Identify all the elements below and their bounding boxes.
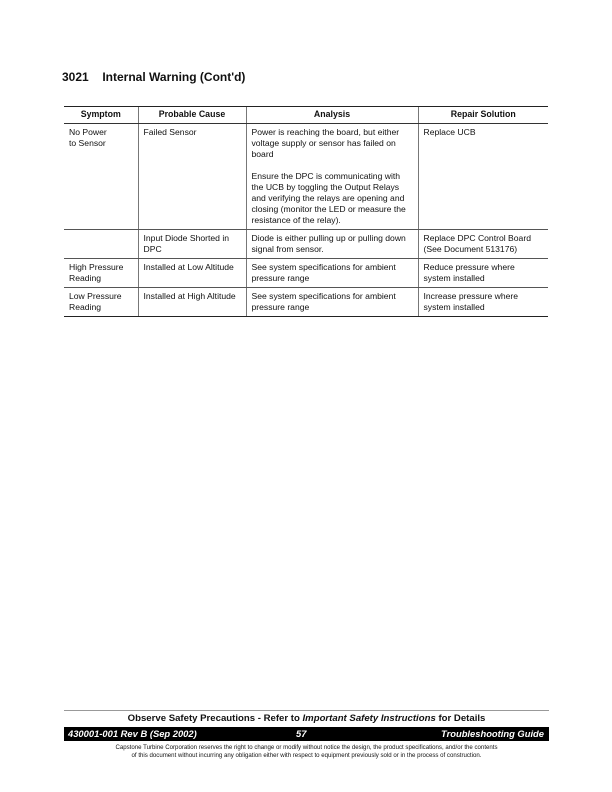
analysis-cell <box>246 259 418 288</box>
symptom-cell <box>64 124 138 230</box>
symptom-text: to Sensor <box>69 138 106 148</box>
repair-text: Replace DPC Control Board (See Document 513176) <box>423 233 531 254</box>
cause-text: Installed at Low Altitude <box>143 262 234 272</box>
cause-cell <box>138 124 246 230</box>
cause-text: Installed at High Altitude <box>143 291 236 301</box>
analysis-text: Diode is either pulling up or pulling down signal from sensor. <box>251 233 406 254</box>
cause-cell <box>138 259 246 288</box>
symptom-cell <box>64 259 138 288</box>
repair-cell <box>418 288 548 317</box>
document-id: 430001-001 Rev B (Sep 2002) <box>68 728 197 739</box>
analysis-text: See system specifications for ambient pressure range <box>251 262 396 283</box>
troubleshooting-table <box>64 106 548 317</box>
analysis-text: Power is reaching the board, but either voltage supply or sensor has failed on board <box>251 127 400 159</box>
table-row <box>64 230 548 259</box>
table-header-row <box>64 107 548 124</box>
guide-title: Troubleshooting Guide <box>441 728 544 739</box>
legal-disclaimer <box>64 744 549 760</box>
header-repair-solution: Repair Solution <box>418 107 548 124</box>
symptom-cell <box>64 288 138 317</box>
safety-notice-suffix: for Details <box>435 713 486 724</box>
header-probable-cause: Probable Cause <box>138 107 246 124</box>
footer-bar <box>64 727 549 741</box>
cause-text: Failed Sensor <box>143 127 197 137</box>
symptom-text: No Power <box>69 127 107 137</box>
cause-text: Input Diode Shorted in DPC <box>143 233 230 254</box>
section-heading <box>62 70 245 84</box>
section-number: 3021 <box>62 70 89 84</box>
table-row <box>64 288 548 317</box>
legal-line: Capstone Turbine Corporation reserves the right to change or modify without notice the design, the product specifications, and/or the contents <box>115 744 498 751</box>
analysis-text: Ensure the DPC is communicating with the UCB by toggling the Output Relays and verifying the relays are opening and closing (monitor the LED or measure the resistance of the relay). <box>251 171 406 225</box>
repair-cell <box>418 124 548 230</box>
cause-cell <box>138 288 246 317</box>
analysis-text: See system specifications for ambient pressure range <box>251 291 396 312</box>
symptom-text: Low Pressure Reading <box>69 291 122 312</box>
cause-cell <box>138 230 246 259</box>
repair-cell <box>418 259 548 288</box>
safety-notice-prefix: Observe Safety Precautions - Refer to <box>127 713 303 724</box>
page-number: 57 <box>296 728 307 739</box>
repair-cell <box>418 230 548 259</box>
section-title: Internal Warning (Cont'd) <box>102 70 246 84</box>
analysis-cell <box>246 124 418 230</box>
safety-instructions-reference: Important Safety Instructions <box>302 713 436 724</box>
repair-text: Increase pressure where system installed <box>423 291 519 312</box>
analysis-cell <box>246 288 418 317</box>
symptom-text: High Pressure Reading <box>69 262 124 283</box>
symptom-cell <box>64 230 138 259</box>
table-row <box>64 124 548 230</box>
analysis-cell <box>246 230 418 259</box>
header-analysis: Analysis <box>246 107 418 124</box>
repair-text: Reduce pressure where system installed <box>423 262 515 283</box>
repair-text: Replace UCB <box>423 127 476 137</box>
table-row <box>64 259 548 288</box>
legal-line: of this document without incurring any obligation either with respect to equipment previously sold or in the process of construction. <box>131 752 482 759</box>
safety-notice <box>64 713 549 724</box>
footer-divider <box>64 710 549 711</box>
header-symptom: Symptom <box>64 107 138 124</box>
